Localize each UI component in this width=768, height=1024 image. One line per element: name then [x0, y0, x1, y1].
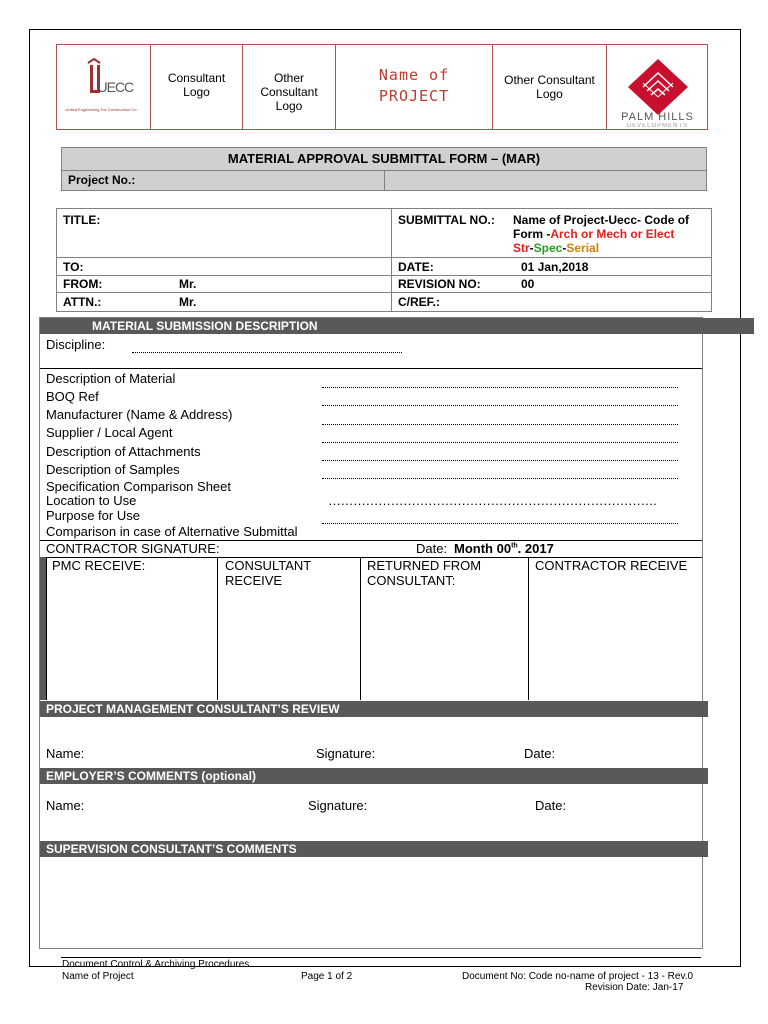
header-logo-table	[56, 44, 708, 130]
client-logo	[607, 45, 708, 129]
description-field[interactable]	[322, 387, 678, 388]
employer-name-label: Name:	[46, 798, 85, 813]
company-logo	[57, 45, 151, 129]
material-item-label: Description of Material	[46, 371, 176, 386]
to-label: TO:	[63, 260, 84, 274]
receive-col-line	[360, 557, 361, 700]
other-consultant-logo-placeholder: Other Consultant Logo	[243, 45, 336, 129]
from-label: FROM:	[63, 277, 103, 291]
material-item-label: BOQ Ref	[46, 389, 99, 404]
palm-hills-diamond-icon	[613, 55, 703, 115]
company-logo-text: UECC	[97, 79, 134, 95]
revision-value: 00	[521, 277, 535, 291]
attn-value: Mr.	[179, 295, 197, 309]
location-dots: …………………………………………………………………….	[328, 493, 657, 508]
other-consultant-logo-placeholder-2: Other Consultant Logo	[493, 45, 607, 129]
submittal-no-value-line1: Name of Project-Uecc- Code of	[513, 213, 690, 227]
pmc-signature-label: Signature:	[316, 746, 376, 761]
contractor-date-value: Month 00th. 2017	[454, 541, 554, 556]
contractor-signature-label: CONTRACTOR SIGNATURE:	[46, 541, 220, 556]
date-value: 01 Jan,2018	[521, 260, 589, 274]
material-form-body	[39, 317, 703, 949]
employer-date-label: Date:	[535, 798, 567, 813]
employer-comments-header: EMPLOYER’S COMMENTS (optional)	[40, 768, 708, 784]
consultant-receive-label-1: CONSULTANT	[225, 558, 312, 573]
submittal-no-value-line2: Form -Arch or Mech or Elect	[513, 227, 675, 241]
material-section-header: MATERIAL SUBMISSION DESCRIPTION	[40, 318, 754, 334]
contractor-date-label: Date:	[416, 541, 448, 556]
info-row-line	[57, 292, 711, 293]
pmc-name-label: Name:	[46, 746, 85, 761]
contractor-receive-label: CONTRACTOR RECEIVE	[535, 558, 688, 573]
submittal-no-label: SUBMITTAL NO.:	[398, 213, 495, 227]
receive-col-line	[46, 557, 47, 700]
consultant-receive-label-2: RECEIVE	[225, 573, 283, 588]
pmc-review-header: PROJECT MANAGEMENT CONSULTANT’S REVIEW	[40, 701, 708, 717]
supplier-field[interactable]	[322, 442, 678, 443]
material-item-label: Manufacturer (Name & Address)	[46, 407, 233, 422]
attachments-field[interactable]	[322, 460, 678, 461]
returned-label-1: RETURNED FROM	[367, 558, 482, 573]
from-value: Mr.	[179, 277, 197, 291]
receive-col-line	[528, 557, 529, 700]
material-item-label: Supplier / Local Agent	[46, 425, 173, 440]
boq-field[interactable]	[322, 405, 678, 406]
consultant-logo-placeholder: Consultant Logo	[151, 45, 243, 129]
material-item-label: Location to Use	[46, 493, 137, 508]
footer-page-number: Page 1 of 2	[301, 971, 353, 982]
comparison-field[interactable]	[322, 523, 678, 524]
client-logo-text: PALM HILLS	[621, 111, 694, 123]
discipline-divider	[40, 368, 702, 369]
footer-revision-date: Revision Date: Jan-17	[585, 982, 684, 993]
revision-label: REVISION NO:	[398, 277, 481, 291]
form-title: MATERIAL APPROVAL SUBMITTAL FORM – (MAR)	[62, 148, 706, 171]
employer-signature-label: Signature:	[308, 798, 368, 813]
discipline-field[interactable]	[132, 352, 402, 353]
supervision-comments-area[interactable]	[40, 857, 702, 948]
info-divider	[391, 209, 392, 311]
footer-procedures: Document Control & Archiving Procedures	[62, 959, 250, 970]
material-item-label: Purpose for Use	[46, 508, 140, 523]
footer-document-no: Document No: Code no-name of project - 13 - Rev.0	[462, 971, 694, 982]
project-no-label: Project No.:	[68, 173, 136, 187]
receive-col-line	[217, 557, 218, 700]
submittal-info-table	[56, 208, 712, 312]
material-item-label: Description of Samples	[46, 462, 180, 477]
pmc-date-label: Date:	[524, 746, 556, 761]
attn-label: ATTN.:	[63, 295, 102, 309]
submittal-no-value-line3: Str-Spec-Serial	[513, 241, 600, 255]
material-item-label: Description of Attachments	[46, 444, 201, 459]
info-row-line	[57, 275, 711, 276]
pmc-receive-label: PMC RECEIVE:	[52, 558, 146, 573]
samples-field[interactable]	[322, 478, 678, 479]
supervision-comments-header: SUPERVISION CONSULTANT’S COMMENTS	[40, 841, 708, 857]
cref-label: C/REF.:	[398, 295, 440, 309]
discipline-label: Discipline:	[46, 337, 106, 352]
client-logo-subtitle: DEVELOPMENTS	[626, 123, 689, 127]
date-label: DATE:	[398, 260, 434, 274]
project-name: Name of PROJECT	[336, 45, 493, 129]
manufacturer-field[interactable]	[322, 424, 678, 425]
material-item-label: Specification Comparison Sheet	[46, 479, 231, 494]
company-logo-subtitle: United Engineering For Construction Co.	[65, 107, 138, 112]
form-title-box	[61, 147, 707, 191]
returned-label-2: CONSULTANT:	[367, 573, 456, 588]
info-row-line	[57, 257, 711, 258]
title-label: TITLE:	[63, 213, 101, 227]
material-item-label: Comparison in case of Alternative Submittal	[46, 524, 298, 539]
footer-divider	[61, 957, 701, 958]
footer-project-name: Name of Project	[62, 971, 134, 982]
